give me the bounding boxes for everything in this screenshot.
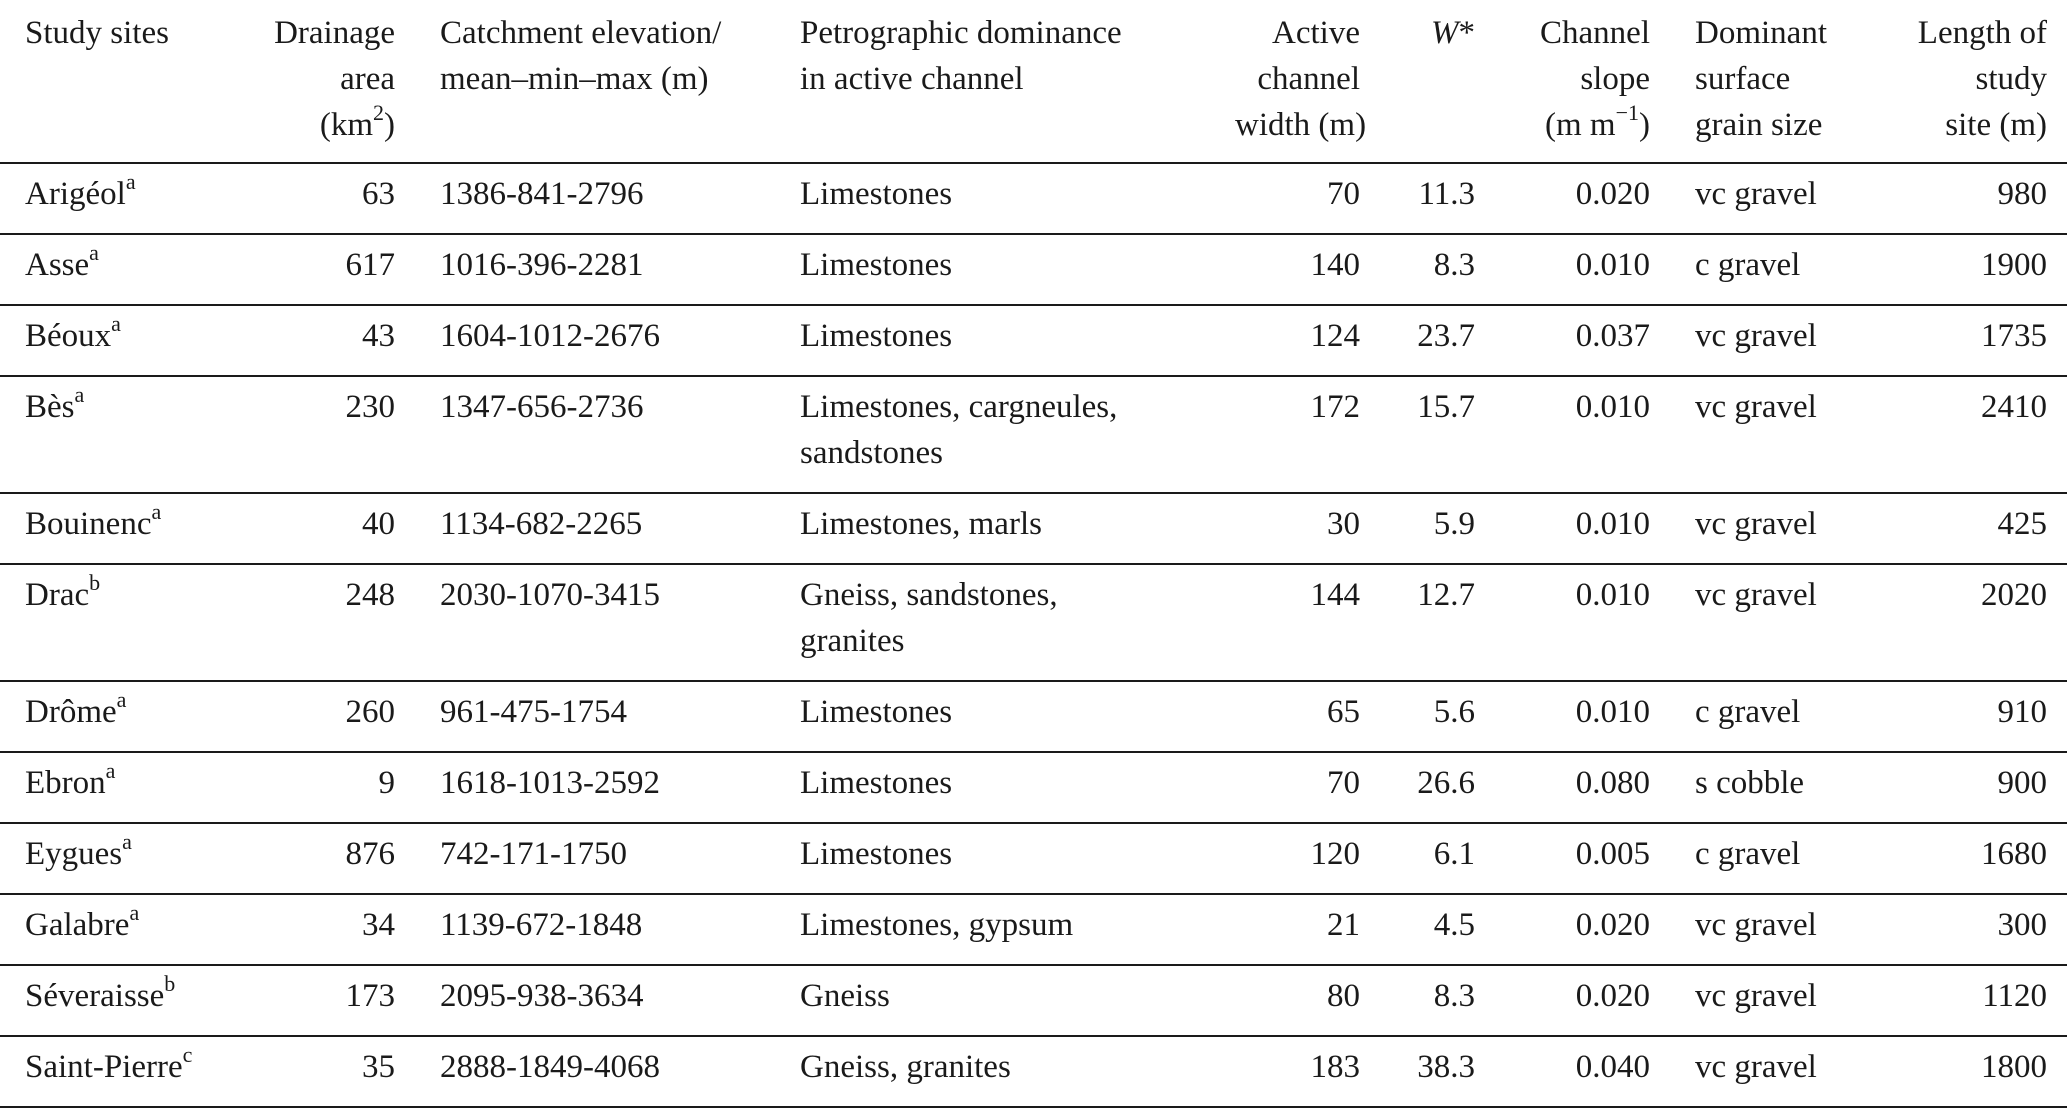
width-value: 70 (1327, 765, 1360, 801)
site-name: Eygues (25, 836, 123, 872)
slope-value: 0.020 (1575, 907, 1650, 943)
site-footnote-mark: a (89, 240, 99, 265)
site-footnote-mark: a (151, 499, 162, 524)
cell-study-site (0, 894, 240, 965)
header-slope-line: Channel (1540, 15, 1650, 51)
site-name: Béoux (25, 318, 112, 354)
length-value: 2020 (1981, 577, 2047, 613)
cell-grain-size (1670, 965, 1860, 1036)
header-petrographic-line: Petrographic dominance (800, 15, 1122, 51)
cell-catchment-elevation (415, 376, 775, 493)
cell-catchment-elevation (415, 305, 775, 376)
cell-grain-size (1670, 894, 1860, 965)
width-value: 172 (1310, 389, 1360, 425)
cell-drainage-area (240, 376, 415, 493)
table-row (0, 376, 2067, 493)
cell-drainage-area (240, 305, 415, 376)
table-row (0, 752, 2067, 823)
grain-size-value: c gravel (1695, 247, 1801, 283)
site-footnote-mark: b (164, 971, 176, 996)
petrography-line: granites (800, 623, 905, 659)
site-name: Bès (25, 389, 75, 425)
elevation-value: 1618-1013-2592 (440, 765, 660, 801)
cell-petrographic-dominance (775, 681, 1210, 752)
petrography-line: Gneiss, sandstones, (800, 577, 1058, 613)
header-length-line: site (m) (1945, 107, 2047, 143)
width-value: 124 (1310, 318, 1360, 354)
cell-petrographic-dominance (775, 1036, 1210, 1107)
cell-active-channel-width (1210, 564, 1380, 681)
elevation-value: 1604-1012-2676 (440, 318, 660, 354)
cell-grain-size (1670, 823, 1860, 894)
cell-w-star (1380, 163, 1495, 234)
unit-prefix: (m m (1545, 107, 1616, 143)
slope-value: 0.005 (1575, 836, 1650, 872)
cell-active-channel-width (1210, 1036, 1380, 1107)
elevation-value: 1347-656-2736 (440, 389, 644, 425)
grain-size-value: vc gravel (1695, 907, 1817, 943)
cell-petrographic-dominance (775, 823, 1210, 894)
site-name: Drac (25, 577, 90, 613)
cell-study-length (1860, 752, 2067, 823)
w-star-value: 5.9 (1433, 506, 1475, 542)
cell-study-site (0, 681, 240, 752)
cell-active-channel-width (1210, 376, 1380, 493)
cell-w-star (1380, 681, 1495, 752)
w-star-value: 15.7 (1417, 389, 1475, 425)
cell-active-channel-width (1210, 163, 1380, 234)
header-slope-unit (1520, 102, 1650, 148)
site-footnote-mark: a (129, 900, 140, 925)
slope-value: 0.010 (1575, 247, 1650, 283)
w-star-value: 6.1 (1433, 836, 1475, 872)
unit-prefix: (km (319, 107, 373, 143)
header-grain-size (1670, 0, 1860, 163)
header-study-length (1860, 0, 2067, 163)
length-value: 300 (1997, 907, 2047, 943)
cell-petrographic-dominance (775, 376, 1210, 493)
table-row (0, 823, 2067, 894)
cell-study-length (1860, 493, 2067, 564)
cell-petrographic-dominance (775, 493, 1210, 564)
header-active-channel-width (1210, 0, 1380, 163)
cell-catchment-elevation (415, 823, 775, 894)
drainage-area-value: 63 (362, 176, 395, 212)
slope-value: 0.010 (1575, 506, 1650, 542)
w-star-suffix: * (1458, 15, 1475, 51)
cell-drainage-area (240, 493, 415, 564)
cell-catchment-elevation (415, 163, 775, 234)
cell-study-length (1860, 163, 2067, 234)
cell-drainage-area (240, 823, 415, 894)
slope-value: 0.010 (1575, 389, 1650, 425)
width-value: 183 (1310, 1049, 1360, 1085)
slope-value: 0.010 (1575, 694, 1650, 730)
width-value: 70 (1327, 176, 1360, 212)
cell-catchment-elevation (415, 1036, 775, 1107)
site-footnote-mark: a (74, 382, 85, 407)
width-value: 30 (1327, 506, 1360, 542)
site-footnote-mark: a (105, 758, 116, 783)
slope-value: 0.037 (1575, 318, 1650, 354)
petrography-line: Limestones, marls (800, 506, 1042, 542)
w-star-value: 23.7 (1417, 318, 1475, 354)
cell-study-length (1860, 305, 2067, 376)
cell-study-site (0, 752, 240, 823)
slope-value: 0.040 (1575, 1049, 1650, 1085)
cell-w-star (1380, 823, 1495, 894)
elevation-value: 2888-1849-4068 (440, 1049, 660, 1085)
cell-active-channel-width (1210, 894, 1380, 965)
w-star-value: 4.5 (1433, 907, 1475, 943)
cell-channel-slope (1495, 234, 1670, 305)
slope-value: 0.020 (1575, 176, 1650, 212)
slope-value: 0.080 (1575, 765, 1650, 801)
cell-study-length (1860, 564, 2067, 681)
cell-study-length (1860, 823, 2067, 894)
elevation-value: 1139-672-1848 (440, 907, 643, 943)
cell-grain-size (1670, 493, 1860, 564)
cell-study-site (0, 305, 240, 376)
length-value: 1120 (1982, 978, 2047, 1014)
length-value: 910 (1997, 694, 2047, 730)
cell-drainage-area (240, 1036, 415, 1107)
cell-catchment-elevation (415, 894, 775, 965)
cell-grain-size (1670, 305, 1860, 376)
w-star-value: 38.3 (1417, 1049, 1475, 1085)
cell-catchment-elevation (415, 681, 775, 752)
header-length-line: study (1975, 61, 2047, 97)
slope-value: 0.020 (1575, 978, 1650, 1014)
length-value: 1735 (1981, 318, 2047, 354)
cell-drainage-area (240, 752, 415, 823)
slope-value: 0.010 (1575, 577, 1650, 613)
grain-size-value: vc gravel (1695, 577, 1817, 613)
grain-size-value: vc gravel (1695, 1049, 1817, 1085)
elevation-value: 1386-841-2796 (440, 176, 644, 212)
petrography-line: Limestones (800, 694, 953, 730)
w-star-value: 5.6 (1433, 694, 1475, 730)
cell-channel-slope (1495, 965, 1670, 1036)
cell-study-site (0, 234, 240, 305)
header-drainage-area-line: Drainage (274, 15, 395, 51)
table-header-row (0, 0, 2067, 163)
length-value: 1800 (1981, 1049, 2047, 1085)
cell-study-site (0, 564, 240, 681)
cell-active-channel-width (1210, 305, 1380, 376)
grain-size-value: vc gravel (1695, 389, 1817, 425)
header-petrographic-line: in active channel (800, 61, 1024, 97)
site-name: Bouinenc (25, 506, 152, 542)
cell-study-length (1860, 1036, 2067, 1107)
cell-petrographic-dominance (775, 305, 1210, 376)
cell-w-star (1380, 305, 1495, 376)
table-row (0, 305, 2067, 376)
width-value: 140 (1310, 247, 1360, 283)
length-value: 980 (1997, 176, 2047, 212)
header-grain-line: Dominant (1695, 15, 1827, 51)
header-width-line: Active (1272, 15, 1360, 51)
grain-size-value: c gravel (1695, 694, 1801, 730)
header-grain-line: surface (1695, 61, 1791, 97)
cell-channel-slope (1495, 752, 1670, 823)
site-name: Asse (25, 247, 90, 283)
unit-suffix: ) (1639, 107, 1650, 143)
header-petrographic-dominance (775, 0, 1210, 163)
header-w-star-line (1405, 10, 1475, 56)
unit-suffix: ) (384, 107, 395, 143)
grain-size-value: vc gravel (1695, 318, 1817, 354)
cell-grain-size (1670, 234, 1860, 305)
grain-size-value: s cobble (1695, 765, 1805, 801)
cell-active-channel-width (1210, 752, 1380, 823)
w-star-value: 8.3 (1433, 247, 1475, 283)
cell-drainage-area (240, 234, 415, 305)
drainage-area-value: 40 (362, 506, 395, 542)
table-row (0, 894, 2067, 965)
cell-active-channel-width (1210, 681, 1380, 752)
table-row (0, 234, 2067, 305)
table-row (0, 564, 2067, 681)
cell-channel-slope (1495, 823, 1670, 894)
table-row (0, 163, 2067, 234)
table-body (0, 163, 2067, 1107)
header-drainage-area-line: area (340, 61, 395, 97)
drainage-area-value: 876 (345, 836, 395, 872)
header-grain-line: grain size (1695, 107, 1823, 143)
w-star-value: 12.7 (1417, 577, 1475, 613)
cell-channel-slope (1495, 493, 1670, 564)
cell-grain-size (1670, 163, 1860, 234)
length-value: 425 (1997, 506, 2047, 542)
cell-w-star (1380, 376, 1495, 493)
site-footnote-mark: a (116, 687, 127, 712)
cell-w-star (1380, 564, 1495, 681)
grain-size-value: c gravel (1695, 836, 1801, 872)
elevation-value: 1134-682-2265 (440, 506, 643, 542)
cell-drainage-area (240, 564, 415, 681)
header-slope-line: slope (1580, 61, 1650, 97)
elevation-value: 961-475-1754 (440, 694, 627, 730)
unit-superscript: 2 (373, 100, 384, 125)
header-drainage-area-unit (265, 102, 395, 148)
petrography-line: Limestones (800, 836, 953, 872)
width-value: 120 (1310, 836, 1360, 872)
drainage-area-value: 230 (345, 389, 395, 425)
header-length-line: Length of (1917, 15, 2047, 51)
cell-study-length (1860, 681, 2067, 752)
header-catchment-elevation (415, 0, 775, 163)
header-channel-slope (1495, 0, 1670, 163)
cell-study-site (0, 493, 240, 564)
cell-catchment-elevation (415, 564, 775, 681)
drainage-area-value: 43 (362, 318, 395, 354)
cell-grain-size (1670, 752, 1860, 823)
drainage-area-value: 260 (345, 694, 395, 730)
cell-channel-slope (1495, 305, 1670, 376)
site-name: Séveraisse (25, 978, 165, 1014)
cell-channel-slope (1495, 1036, 1670, 1107)
header-catchment-elevation-line: mean–min–max (m) (440, 61, 709, 97)
petrography-line: Limestones, cargneules, (800, 389, 1118, 425)
drainage-area-value: 617 (345, 247, 395, 283)
width-value: 65 (1327, 694, 1360, 730)
cell-drainage-area (240, 163, 415, 234)
cell-drainage-area (240, 894, 415, 965)
elevation-value: 2095-938-3634 (440, 978, 644, 1014)
cell-petrographic-dominance (775, 894, 1210, 965)
petrography-line: Limestones, gypsum (800, 907, 1074, 943)
header-catchment-elevation-line: Catchment elevation/ (440, 15, 722, 51)
site-footnote-mark: a (125, 169, 136, 194)
cell-channel-slope (1495, 564, 1670, 681)
cell-w-star (1380, 1036, 1495, 1107)
cell-study-length (1860, 894, 2067, 965)
cell-grain-size (1670, 564, 1860, 681)
cell-drainage-area (240, 965, 415, 1036)
cell-study-length (1860, 376, 2067, 493)
table-row (0, 493, 2067, 564)
cell-active-channel-width (1210, 493, 1380, 564)
site-name: Saint-Pierre (25, 1049, 183, 1085)
cell-w-star (1380, 493, 1495, 564)
table-row (0, 1036, 2067, 1107)
table-row (0, 681, 2067, 752)
header-width-line: channel (1257, 61, 1360, 97)
petrography-line: Limestones (800, 176, 953, 212)
cell-study-site (0, 376, 240, 493)
cell-w-star (1380, 752, 1495, 823)
cell-petrographic-dominance (775, 752, 1210, 823)
cell-catchment-elevation (415, 965, 775, 1036)
cell-active-channel-width (1210, 965, 1380, 1036)
drainage-area-value: 35 (362, 1049, 395, 1085)
cell-w-star (1380, 234, 1495, 305)
petrography-line: Limestones (800, 318, 953, 354)
cell-w-star (1380, 965, 1495, 1036)
width-value: 144 (1310, 577, 1360, 613)
grain-size-value: vc gravel (1695, 176, 1817, 212)
header-width-line: width (m) (1235, 107, 1367, 143)
width-value: 80 (1327, 978, 1360, 1014)
cell-grain-size (1670, 376, 1860, 493)
site-name: Galabre (25, 907, 130, 943)
header-study-sites (0, 0, 240, 163)
cell-study-site (0, 1036, 240, 1107)
cell-petrographic-dominance (775, 234, 1210, 305)
length-value: 1680 (1981, 836, 2047, 872)
cell-channel-slope (1495, 376, 1670, 493)
cell-catchment-elevation (415, 234, 775, 305)
cell-study-length (1860, 234, 2067, 305)
width-value: 21 (1327, 907, 1360, 943)
length-value: 1900 (1981, 247, 2047, 283)
petrography-line: Gneiss, granites (800, 1049, 1011, 1085)
site-name: Arigéol (25, 176, 126, 212)
cell-petrographic-dominance (775, 564, 1210, 681)
site-footnote-mark: b (89, 570, 101, 595)
cell-w-star (1380, 894, 1495, 965)
petrography-line: sandstones (800, 435, 943, 471)
drainage-area-value: 248 (345, 577, 395, 613)
site-name: Ebron (25, 765, 106, 801)
header-study-sites-line: Study sites (25, 15, 169, 51)
cell-study-site (0, 823, 240, 894)
cell-active-channel-width (1210, 823, 1380, 894)
w-star-value: 11.3 (1418, 176, 1475, 212)
length-value: 900 (1997, 765, 2047, 801)
grain-size-value: vc gravel (1695, 978, 1817, 1014)
petrography-line: Limestones (800, 247, 953, 283)
header-drainage-area (240, 0, 415, 163)
elevation-value: 1016-396-2281 (440, 247, 644, 283)
header-w-star (1380, 0, 1495, 163)
cell-petrographic-dominance (775, 965, 1210, 1036)
cell-active-channel-width (1210, 234, 1380, 305)
cell-grain-size (1670, 1036, 1860, 1107)
site-footnote-mark: c (182, 1042, 193, 1067)
cell-study-length (1860, 965, 2067, 1036)
cell-petrographic-dominance (775, 163, 1210, 234)
cell-study-site (0, 965, 240, 1036)
length-value: 2410 (1981, 389, 2047, 425)
elevation-value: 2030-1070-3415 (440, 577, 660, 613)
unit-superscript: −1 (1615, 100, 1639, 125)
petrography-line: Limestones (800, 765, 953, 801)
cell-drainage-area (240, 681, 415, 752)
grain-size-value: vc gravel (1695, 506, 1817, 542)
drainage-area-value: 9 (378, 765, 395, 801)
cell-study-site (0, 163, 240, 234)
site-footnote-mark: a (122, 829, 132, 854)
site-footnote-mark: a (111, 311, 121, 336)
w-star-value: 8.3 (1433, 978, 1475, 1014)
cell-catchment-elevation (415, 752, 775, 823)
table-row (0, 965, 2067, 1036)
drainage-area-value: 34 (362, 907, 395, 943)
petrography-line: Gneiss (800, 978, 890, 1014)
elevation-value: 742-171-1750 (440, 836, 627, 872)
cell-channel-slope (1495, 163, 1670, 234)
w-symbol: W (1431, 15, 1459, 51)
drainage-area-value: 173 (345, 978, 395, 1014)
site-name: Drôme (25, 694, 117, 730)
cell-grain-size (1670, 681, 1860, 752)
cell-channel-slope (1495, 681, 1670, 752)
cell-catchment-elevation (415, 493, 775, 564)
w-star-value: 26.6 (1417, 765, 1475, 801)
cell-channel-slope (1495, 894, 1670, 965)
